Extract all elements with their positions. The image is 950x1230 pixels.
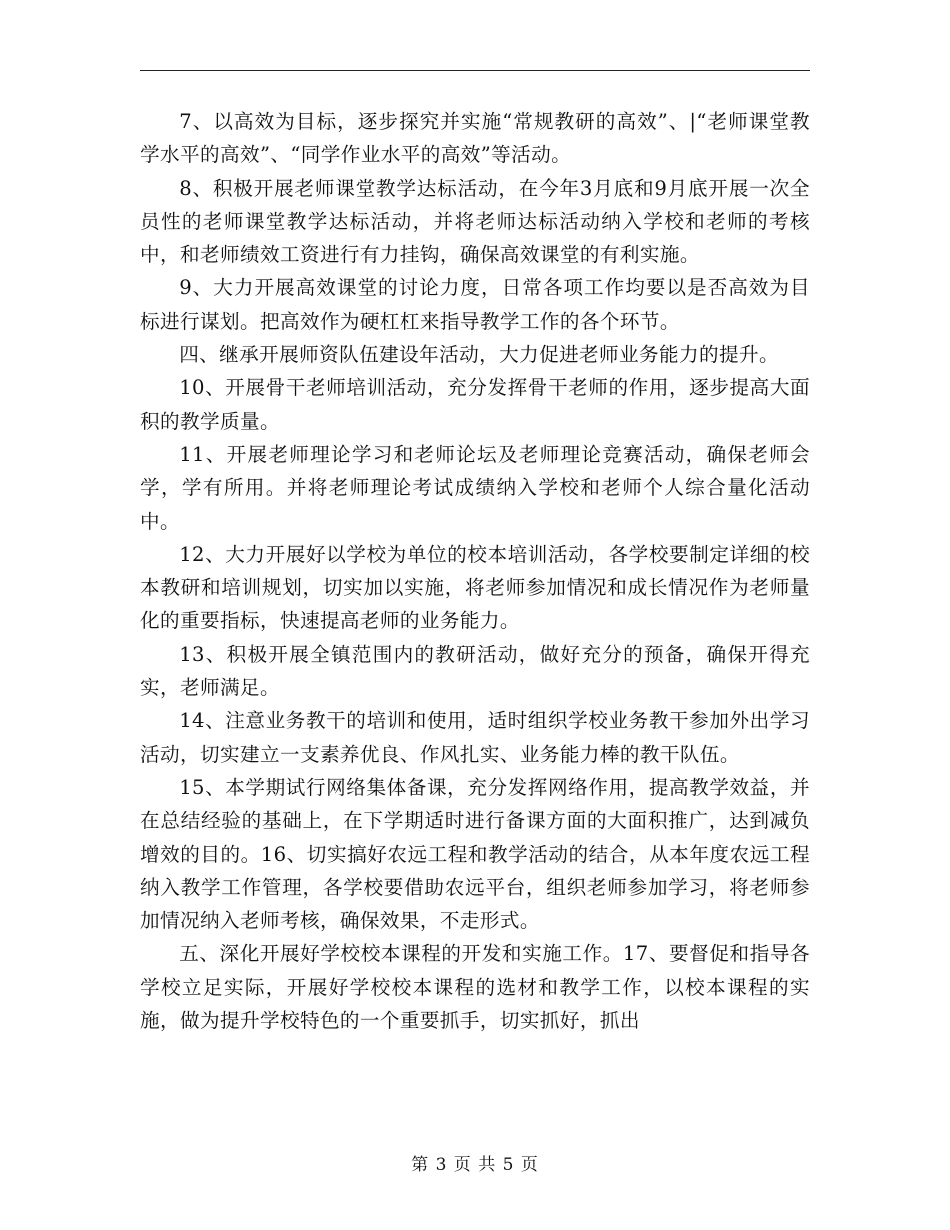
paragraph-14: 14、注意业务教干的培训和使用，适时组织学校业务教干参加外出学习活动，切实建立一支素养优良、作风扎实、业务能力棒的教干队伍。 [140, 709, 810, 766]
section-heading-5: 五、深化开展好学校校本课程的开发和实施工作。17、要督促和指导各学校立足实际，开展好学校校本课程的选材和教学工作，以校本课程的实施，做为提升学校特色的一个重要抓手，切实抓好，抓出 [140, 942, 810, 1033]
paragraph-10: 10、开展骨干老师培训活动，充分发挥骨干老师的作用，逐步提高大面积的教学质量。 [140, 376, 810, 433]
paragraph-8: 8、积极开展老师课堂教学达标活动，在今年3月底和9月底开展一次全员性的老师课堂教学达标活动，并将老师达标活动纳入学校和老师的考核中，和老师绩效工资进行有力挂钩，确保高效课堂的有利实施。 [140, 176, 810, 267]
section-heading-4: 四、继承开展师资队伍建设年活动，大力促进老师业务能力的提升。 [179, 343, 779, 367]
header-rule [140, 70, 810, 71]
paragraph-11: 11、开展老师理论学习和老师论坛及老师理论竞赛活动，确保老师会学，学有所用。并将老师理论考试成绩纳入学校和老师个人综合量化活动中。 [140, 442, 810, 533]
paragraph-13: 13、积极开展全镇范围内的教研活动，做好充分的预备，确保开得充实，老师满足。 [140, 642, 810, 700]
paragraph-15-16: 15、本学期试行网络集体备课，充分发挥网络作用，提高教学效益，并在总结经验的基础上，在下学期适时进行备课方面的大面积推广，达到减负增效的目的。16、切实搞好农远工程和教学活动的结合，从本年度农远工程纳入教学工作管理，各学校要借助农远平台，组织老师参加学习，将老师参加情况纳入老师考核，确保效果，不走形式。 [140, 775, 810, 933]
page-number: 第 3 页 共 5 页 [411, 1155, 539, 1175]
paragraph-12: 12、大力开展好以学校为单位的校本培训活动，各学校要制定详细的校本教研和培训规划，切实加以实施，将老师参加情况和成长情况作为老师量化的重要指标，快速提高老师的业务能力。 [140, 542, 810, 633]
paragraph-7: 7、以高效为目标，逐步探究并实施“常规教研的高效”、|“老师课堂教学水平的高效”、“同学作业水平的高效”等活动。 [140, 110, 810, 167]
document-body [140, 105, 810, 1037]
paragraph-9: 9、大力开展高效课堂的讨论力度，日常各项工作均要以是否高效为目标进行谋划。把高效作为硬杠杠来指导教学工作的各个环节。 [140, 276, 810, 333]
